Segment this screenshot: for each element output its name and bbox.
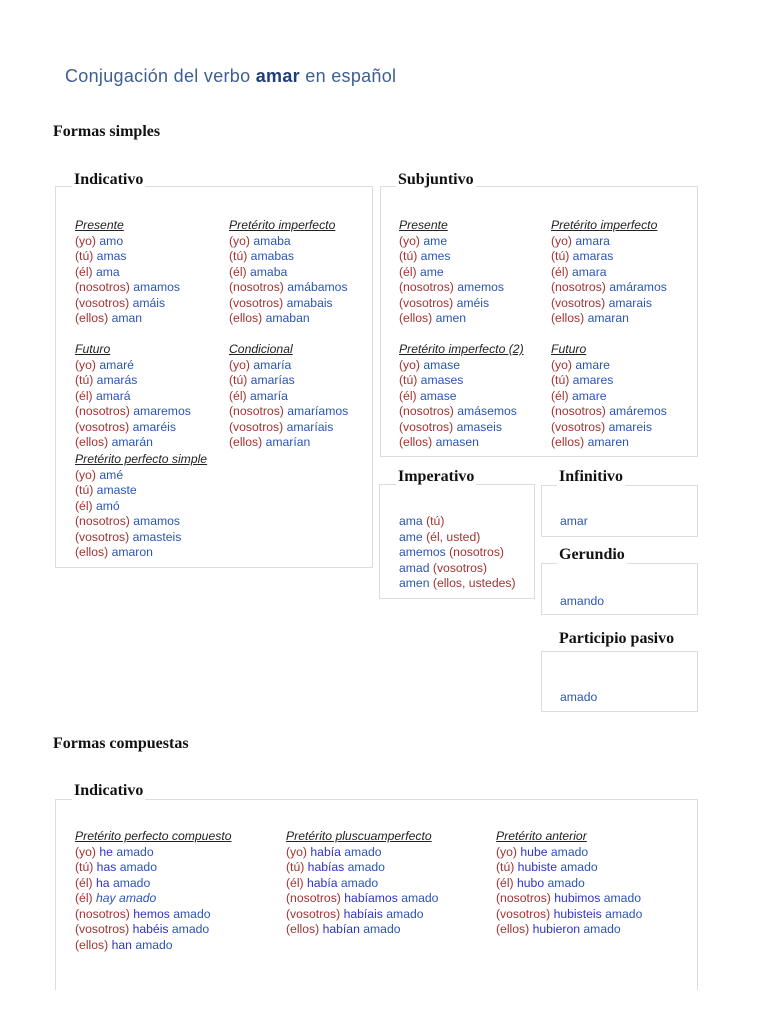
conjugation-row — [229, 249, 348, 265]
compuestas-indicativo-heading: Indicativo — [74, 782, 144, 799]
tense-label: Pretérito pluscuamperfecto — [286, 829, 432, 843]
conjugation-row — [496, 891, 642, 907]
verb-form: amaseis — [456, 419, 502, 434]
conjugation-row — [229, 373, 348, 389]
pronoun: (tú) — [496, 860, 515, 874]
conjugation-row — [75, 483, 207, 499]
pronoun: (él) — [399, 264, 417, 279]
conjugation-row — [399, 296, 504, 312]
pronoun: (nosotros) — [75, 280, 130, 294]
imperativo-row — [399, 576, 516, 592]
imperativo-list — [399, 514, 516, 592]
conjugation-row — [75, 514, 207, 530]
verb-form: amarán — [111, 435, 153, 449]
pronoun: (nosotros) — [75, 514, 130, 528]
auxiliary: ha — [96, 875, 110, 890]
conjugation-row — [75, 922, 232, 938]
pronoun: (vosotros) — [551, 295, 606, 310]
verb-form: amaba — [250, 264, 288, 279]
conjugation-row — [75, 907, 232, 923]
conjugation-row — [75, 358, 191, 374]
auxiliary: hay — [96, 891, 116, 905]
participle: amado — [401, 891, 439, 905]
conjugation-row — [286, 860, 438, 876]
conjugation-row — [399, 311, 504, 327]
pronoun: (él) — [75, 891, 93, 905]
verb-form: amaríais — [286, 419, 334, 434]
conjugation-row — [399, 280, 504, 296]
auxiliary: hubimos — [554, 891, 601, 905]
verb-form: amáis — [132, 295, 166, 310]
conjugation-row — [399, 420, 524, 436]
pronoun: (vosotros) — [286, 906, 341, 921]
pronoun: (tú) — [399, 249, 418, 263]
conjugation-row — [496, 876, 642, 892]
pronoun: (nosotros) — [399, 404, 454, 418]
verb-form: amen — [399, 576, 430, 590]
pronoun: (vosotros) — [75, 529, 130, 544]
conjugation-row — [229, 265, 348, 281]
indicativo-heading: Indicativo — [74, 171, 144, 188]
conjugation-row — [75, 468, 207, 484]
pronoun: (él) — [399, 388, 417, 403]
infinitivo-value: amar — [560, 514, 588, 528]
conj-ind-presente — [75, 218, 180, 327]
conjugation-row — [399, 404, 524, 420]
pronoun: (yo) — [229, 233, 250, 248]
conjugation-row — [75, 234, 180, 250]
auxiliary: han — [111, 937, 132, 952]
conjugation-row — [551, 265, 667, 281]
auxiliary: hubisteis — [553, 906, 602, 921]
pronoun: (tú) — [229, 249, 248, 263]
verb-form: amarás — [96, 373, 138, 387]
conjugation-row — [399, 265, 504, 281]
pronoun: (ellos) — [75, 545, 109, 559]
conj-sub-presente — [399, 218, 504, 327]
tense-label: Presente — [75, 218, 124, 232]
conjugation-row — [229, 404, 348, 420]
pronoun: (nosotros) — [286, 891, 341, 905]
participle: amado — [605, 906, 643, 921]
pronoun: (ellos) — [399, 311, 433, 325]
auxiliary: habíamos — [344, 891, 398, 905]
auxiliary: hube — [520, 844, 548, 859]
tense-label: Pretérito imperfecto — [229, 218, 336, 232]
conj-pluscuamperfecto — [286, 829, 438, 938]
pronoun: (yo) — [75, 357, 96, 372]
verb-form: amareis — [608, 419, 652, 434]
participle: amado — [340, 875, 379, 890]
conjugation-row — [551, 404, 667, 420]
conjugation-row — [229, 296, 348, 312]
pronoun: (nosotros) — [449, 545, 504, 559]
verb-form: amábamos — [287, 280, 348, 294]
conjugation-row — [496, 845, 642, 861]
verb-form: amásemos — [457, 404, 517, 418]
verb-form: amas — [96, 249, 127, 263]
conjugation-row — [75, 860, 232, 876]
pronoun: (vosotros) — [229, 295, 284, 310]
verb-form: amaría — [253, 357, 292, 372]
conjugation-row — [229, 435, 348, 451]
verb-form: amarías — [250, 373, 295, 387]
verb-form: amaban — [265, 311, 310, 325]
pronoun: (tú) — [286, 860, 305, 874]
conjugation-row — [229, 389, 348, 405]
conjugation-row — [75, 530, 207, 546]
verb-form: ame — [420, 264, 444, 279]
gerundio-heading: Gerundio — [559, 546, 625, 563]
verb-form: amaba — [253, 233, 291, 248]
tense-label: Pretérito perfecto compuesto — [75, 829, 232, 843]
pronoun: (él) — [75, 264, 93, 279]
conjugation-row — [75, 389, 191, 405]
pronoun: (tú) — [75, 249, 94, 263]
pronoun: (yo) — [551, 357, 572, 372]
formas-compuestas-heading: Formas compuestas — [53, 735, 189, 752]
pronoun: (vosotros) — [496, 906, 551, 921]
verb-form: amaren — [587, 435, 629, 449]
verb-form: amaron — [111, 545, 153, 559]
pronoun: (nosotros) — [75, 404, 130, 418]
pronoun: (ellos) — [286, 922, 320, 936]
verb-form: amaste — [96, 483, 137, 497]
conjugation-row — [229, 280, 348, 296]
auxiliary: habíais — [343, 906, 383, 921]
pronoun: (vosotros) — [551, 419, 606, 434]
verb-form: amemos — [457, 280, 504, 294]
verb-form: amemos — [399, 545, 446, 559]
auxiliary: he — [99, 844, 113, 859]
conjugation-row — [496, 922, 642, 938]
conjugation-row — [229, 358, 348, 374]
conjugation-row — [75, 311, 180, 327]
verb-form: amo — [99, 233, 124, 248]
participle: amado — [116, 844, 154, 859]
conjugation-row — [75, 435, 191, 451]
participle: amado — [386, 906, 424, 921]
auxiliary: hemos — [133, 906, 170, 921]
conj-sub-futuro — [551, 342, 667, 451]
imperativo-row — [399, 514, 516, 530]
verb-form: amabais — [286, 295, 333, 310]
conjugation-row — [229, 234, 348, 250]
verb-form: amaré — [99, 357, 134, 372]
infinitivo-heading: Infinitivo — [559, 468, 624, 485]
participio-value: amado — [560, 690, 598, 704]
tense-label: Presente — [399, 218, 448, 232]
pronoun: (él) — [75, 388, 93, 403]
participle: amado — [119, 891, 157, 905]
verb-form: amase — [423, 357, 460, 372]
verb-form: ames — [420, 249, 451, 263]
imperativo-row — [399, 545, 516, 561]
pronoun: (ellos) — [229, 435, 263, 449]
verb-form: ame — [423, 233, 448, 248]
conjugation-row — [286, 845, 438, 861]
verb-form: amará — [96, 388, 131, 403]
conjugation-row — [75, 249, 180, 265]
conjugation-row — [75, 938, 232, 954]
auxiliary: habías — [307, 860, 345, 874]
pronoun: (tú) — [551, 373, 570, 387]
verb-form: amare — [572, 388, 607, 403]
participle: amado — [560, 860, 598, 874]
participle: amado — [547, 875, 585, 890]
pronoun: (tú) — [229, 373, 248, 387]
title-verb: amar — [255, 66, 300, 86]
tense-label: Pretérito perfecto simple — [75, 452, 208, 466]
participle: amado — [347, 860, 385, 874]
subjuntivo-heading: Subjuntivo — [398, 171, 474, 188]
conjugation-row — [551, 234, 667, 250]
participle: amado — [550, 844, 589, 859]
conjugation-row — [551, 311, 667, 327]
tense-label: Pretérito anterior — [496, 829, 587, 843]
pronoun: (yo) — [551, 233, 572, 248]
verb-form: amase — [420, 388, 457, 403]
imperativo-heading: Imperativo — [398, 468, 475, 485]
conjugation-row — [75, 265, 180, 281]
conjugation-row — [75, 545, 207, 561]
pronoun: (yo) — [75, 233, 96, 248]
pronoun: (ellos) — [551, 311, 585, 325]
conj-ind-perfecto-simple — [75, 452, 207, 561]
pronoun: (yo) — [399, 233, 420, 248]
participle: amado — [112, 875, 151, 890]
pronoun: (tú) — [75, 483, 94, 497]
verb-form: amáramos — [609, 280, 667, 294]
conj-ind-futuro — [75, 342, 191, 451]
verb-form: amaran — [587, 311, 629, 325]
verb-form: aman — [111, 311, 143, 325]
conjugation-row — [551, 373, 667, 389]
conjugation-row — [551, 249, 667, 265]
conjugation-row — [229, 420, 348, 436]
verb-form: améis — [456, 295, 490, 310]
pronoun: (tú) — [426, 514, 445, 528]
pronoun: (yo) — [75, 467, 96, 482]
pronoun: (ellos) — [399, 435, 433, 449]
conjugation-row — [75, 420, 191, 436]
verb-form: amares — [572, 373, 614, 387]
tense-label: Futuro — [75, 342, 111, 356]
pronoun: (tú) — [399, 373, 418, 387]
pronoun: (él) — [229, 264, 247, 279]
pronoun: (ellos, ustedes) — [432, 576, 516, 590]
auxiliary: hubieron — [532, 922, 581, 936]
title-prefix: Conjugación del verbo — [65, 66, 251, 86]
auxiliary: hubo — [517, 875, 545, 890]
auxiliary: había — [310, 844, 341, 859]
conjugation-row — [75, 280, 180, 296]
pronoun: (él) — [496, 875, 514, 890]
pronoun: (él, usted) — [426, 529, 481, 544]
conjugation-row — [551, 358, 667, 374]
pronoun: (vosotros) — [399, 295, 454, 310]
conj-anterior — [496, 829, 642, 938]
verb-form: amara — [572, 264, 607, 279]
pronoun: (ellos) — [75, 937, 109, 952]
conjugation-row — [75, 845, 232, 861]
pronoun: (vosotros) — [75, 922, 130, 936]
gerundio-value: amando — [560, 594, 605, 608]
pronoun: (nosotros) — [75, 906, 130, 921]
pronoun: (ellos) — [75, 311, 109, 325]
pronoun: (él) — [286, 875, 304, 890]
pronoun: (ellos) — [75, 435, 109, 449]
conjugation-row — [399, 435, 524, 451]
verb-form: amara — [575, 233, 610, 248]
pronoun: (vosotros) — [75, 419, 130, 434]
participle: amado — [173, 906, 211, 921]
verb-form: amamos — [133, 514, 180, 528]
pronoun: (nosotros) — [551, 280, 606, 294]
verb-form: amaría — [250, 388, 288, 403]
formas-simples-heading: Formas simples — [53, 123, 161, 140]
verb-form: amen — [435, 311, 467, 325]
conjugation-row — [551, 296, 667, 312]
pronoun: (yo) — [496, 844, 517, 859]
conj-perfecto-compuesto — [75, 829, 232, 953]
conj-ind-imperfecto — [229, 218, 348, 327]
conjugation-row — [229, 311, 348, 327]
conjugation-row — [399, 358, 524, 374]
tense-label: Pretérito imperfecto (2) — [399, 342, 524, 356]
pronoun: (él) — [75, 875, 93, 890]
verb-form: amáremos — [609, 404, 667, 418]
conjugation-row — [496, 907, 642, 923]
verb-form: amabas — [250, 249, 295, 263]
pronoun: (ellos) — [551, 435, 585, 449]
verb-form: amasteis — [132, 529, 182, 544]
pronoun: (ellos) — [496, 922, 530, 936]
pronoun: (vosotros) — [75, 295, 130, 310]
verb-form: ame — [399, 529, 423, 544]
conjugation-row — [75, 891, 232, 907]
conjugation-row — [75, 499, 207, 515]
conjugation-row — [75, 876, 232, 892]
pronoun: (nosotros) — [496, 891, 551, 905]
auxiliary: había — [307, 875, 338, 890]
conj-sub-imperfecto — [551, 218, 667, 327]
pronoun: (tú) — [75, 860, 94, 874]
participle: amado — [344, 844, 382, 859]
pronoun: (nosotros) — [399, 280, 454, 294]
verb-form: amasen — [435, 435, 479, 449]
pronoun: (yo) — [286, 844, 307, 859]
conjugation-row — [551, 435, 667, 451]
pronoun: (vosotros) — [399, 419, 454, 434]
conjugation-row — [75, 296, 180, 312]
conjugation-row — [75, 373, 191, 389]
conjugation-row — [399, 249, 504, 265]
conjugation-row — [551, 420, 667, 436]
conjugation-row — [75, 404, 191, 420]
participle: amado — [603, 891, 641, 905]
conj-ind-condicional — [229, 342, 348, 451]
participle: amado — [135, 937, 173, 952]
conjugation-row — [286, 922, 438, 938]
pronoun: (yo) — [229, 357, 250, 372]
title-suffix: en español — [305, 66, 397, 86]
conjugation-row — [286, 907, 438, 923]
pronoun: (él) — [551, 388, 569, 403]
pronoun: (él) — [229, 388, 247, 403]
conjugation-row — [399, 373, 524, 389]
verb-form: amare — [575, 357, 610, 372]
auxiliary: hubiste — [517, 860, 557, 874]
conjugation-row — [496, 860, 642, 876]
conjugation-row — [286, 876, 438, 892]
conjugation-row — [286, 891, 438, 907]
pronoun: (yo) — [399, 357, 420, 372]
pronoun: (tú) — [75, 373, 94, 387]
page-title — [65, 66, 396, 87]
verb-form: amarais — [608, 295, 652, 310]
conj-sub-imperfecto2 — [399, 342, 524, 451]
pronoun: (él) — [75, 498, 93, 513]
verb-form: ama — [399, 514, 423, 528]
pronoun: (vosotros) — [432, 560, 488, 575]
verb-form: amé — [99, 467, 124, 482]
auxiliary: habéis — [132, 922, 169, 936]
conjugation-row — [399, 234, 504, 250]
conjugation-row — [551, 389, 667, 405]
pronoun: (nosotros) — [551, 404, 606, 418]
conjugation-row — [399, 389, 524, 405]
tense-label: Condicional — [229, 342, 293, 356]
pronoun: (nosotros) — [229, 404, 284, 418]
verb-form: amamos — [133, 280, 180, 294]
pronoun: (vosotros) — [229, 419, 284, 434]
participle: amado — [119, 860, 157, 874]
participio-heading: Participio pasivo — [559, 630, 675, 647]
pronoun: (ellos) — [229, 311, 263, 325]
verb-form: amaríamos — [287, 404, 349, 418]
imperativo-row — [399, 561, 516, 577]
verb-form: amases — [420, 373, 464, 387]
pronoun: (nosotros) — [229, 280, 284, 294]
tense-label: Futuro — [551, 342, 587, 356]
verb-form: ama — [96, 264, 120, 279]
imperativo-row — [399, 530, 516, 546]
verb-form: amad — [399, 560, 430, 575]
participle: amado — [171, 922, 210, 936]
tense-label: Pretérito imperfecto — [551, 218, 658, 232]
pronoun: (yo) — [75, 844, 96, 859]
conjugation-row — [551, 280, 667, 296]
verb-form: amaremos — [133, 404, 191, 418]
pronoun: (él) — [551, 264, 569, 279]
verb-form: amó — [96, 498, 120, 513]
auxiliary: has — [96, 860, 117, 874]
pronoun: (tú) — [551, 249, 570, 263]
participle: amado — [583, 922, 621, 936]
verb-form: amarían — [265, 435, 311, 449]
verb-form: amaras — [572, 249, 614, 263]
auxiliary: habían — [322, 922, 360, 936]
participle: amado — [363, 922, 401, 936]
verb-form: amaréis — [132, 419, 176, 434]
